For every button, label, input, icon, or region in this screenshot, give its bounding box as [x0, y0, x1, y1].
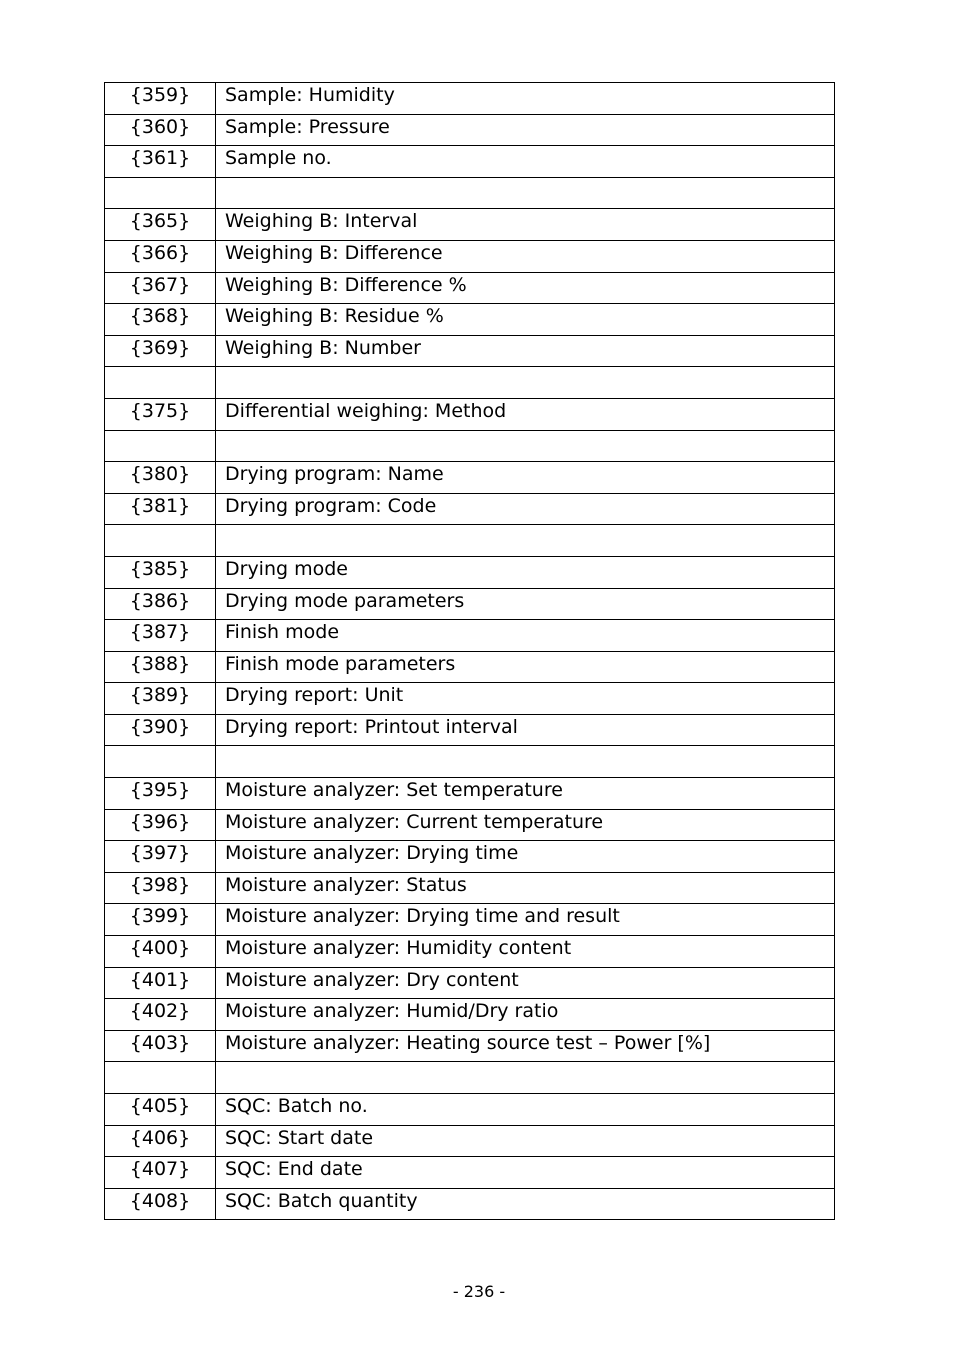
table-row — [105, 1157, 835, 1189]
table-row — [105, 999, 835, 1031]
variable-description-cell: Moisture analyzer: Status — [216, 872, 835, 904]
variable-code-cell: {398} — [105, 872, 216, 904]
variable-code-cell: {406} — [105, 1125, 216, 1157]
table-row — [105, 1030, 835, 1062]
table-row — [105, 778, 835, 810]
variable-description-cell: Moisture analyzer: Heating source test – Power [%] — [216, 1030, 835, 1062]
variable-description-cell: Finish mode — [216, 620, 835, 652]
table-row — [105, 936, 835, 968]
variable-description-cell: Sample: Pressure — [216, 114, 835, 146]
variable-code-cell: {365} — [105, 209, 216, 241]
table-row — [105, 146, 835, 178]
table-row — [105, 1188, 835, 1220]
table-row — [105, 83, 835, 115]
variable-description-cell: Moisture analyzer: Drying time — [216, 841, 835, 873]
table-row — [105, 335, 835, 367]
table-row — [105, 872, 835, 904]
variable-description-cell: Finish mode parameters — [216, 651, 835, 683]
variable-code-cell: {401} — [105, 967, 216, 999]
variable-description-cell: Sample: Humidity — [216, 83, 835, 115]
table-row — [105, 367, 835, 399]
table-row — [105, 272, 835, 304]
variable-description-cell: Weighing B: Number — [216, 335, 835, 367]
variable-description-cell: Moisture analyzer: Drying time and result — [216, 904, 835, 936]
variable-code-cell: {389} — [105, 683, 216, 715]
table-row — [105, 430, 835, 462]
table-row — [105, 398, 835, 430]
variable-code-cell: {407} — [105, 1157, 216, 1189]
variable-code-cell: {375} — [105, 398, 216, 430]
variable-description-cell: Differential weighing: Method — [216, 398, 835, 430]
table-row — [105, 904, 835, 936]
table-row — [105, 588, 835, 620]
variable-code-cell: {361} — [105, 146, 216, 178]
variable-code-cell: {387} — [105, 620, 216, 652]
variable-code-cell: {403} — [105, 1030, 216, 1062]
variable-description-cell — [216, 525, 835, 557]
table-row — [105, 525, 835, 557]
variable-code-cell: {368} — [105, 304, 216, 336]
variable-code-cell: {369} — [105, 335, 216, 367]
table-row — [105, 304, 835, 336]
variable-code-cell: {405} — [105, 1094, 216, 1126]
variable-code-cell: {400} — [105, 936, 216, 968]
table-row — [105, 114, 835, 146]
variable-code-cell: {388} — [105, 651, 216, 683]
variable-code-cell — [105, 177, 216, 209]
table-row — [105, 462, 835, 494]
variable-code-cell: {367} — [105, 272, 216, 304]
variable-description-cell: SQC: End date — [216, 1157, 835, 1189]
variable-description-cell: Drying program: Code — [216, 493, 835, 525]
variable-code-cell: {395} — [105, 778, 216, 810]
variable-code-cell — [105, 525, 216, 557]
table-row — [105, 240, 835, 272]
variable-description-cell — [216, 1062, 835, 1094]
variable-description-cell — [216, 177, 835, 209]
variable-code-cell: {380} — [105, 462, 216, 494]
variable-description-cell: Weighing B: Residue % — [216, 304, 835, 336]
variable-description-cell: Moisture analyzer: Humid/Dry ratio — [216, 999, 835, 1031]
variable-code-cell: {381} — [105, 493, 216, 525]
variable-description-cell — [216, 367, 835, 399]
variable-description-cell — [216, 430, 835, 462]
variable-description-cell: Weighing B: Difference — [216, 240, 835, 272]
variable-description-cell: Drying mode parameters — [216, 588, 835, 620]
variable-description-cell: Weighing B: Difference % — [216, 272, 835, 304]
variable-description-cell: Moisture analyzer: Current temperature — [216, 809, 835, 841]
table-row — [105, 651, 835, 683]
variable-description-cell: Drying report: Printout interval — [216, 714, 835, 746]
variable-code-cell: {397} — [105, 841, 216, 873]
table-row — [105, 841, 835, 873]
variable-code-cell: {386} — [105, 588, 216, 620]
variable-description-cell: SQC: Start date — [216, 1125, 835, 1157]
table-row — [105, 493, 835, 525]
variable-description-cell: Sample no. — [216, 146, 835, 178]
variable-code-table — [104, 82, 835, 1220]
variable-code-cell: {408} — [105, 1188, 216, 1220]
variable-code-cell — [105, 367, 216, 399]
table-row — [105, 809, 835, 841]
table-row — [105, 620, 835, 652]
variable-code-cell: {402} — [105, 999, 216, 1031]
variable-code-cell — [105, 746, 216, 778]
variable-code-cell: {396} — [105, 809, 216, 841]
table-row — [105, 683, 835, 715]
table-row — [105, 746, 835, 778]
page-number: - 236 - — [452, 1282, 506, 1301]
variable-description-cell: SQC: Batch no. — [216, 1094, 835, 1126]
variable-description-cell: SQC: Batch quantity — [216, 1188, 835, 1220]
table-row — [105, 1125, 835, 1157]
variable-description-cell: Drying report: Unit — [216, 683, 835, 715]
variable-code-cell — [105, 1062, 216, 1094]
variable-description-cell: Moisture analyzer: Set temperature — [216, 778, 835, 810]
table-row — [105, 714, 835, 746]
table-row — [105, 177, 835, 209]
table-row — [105, 1094, 835, 1126]
variable-description-cell: Moisture analyzer: Dry content — [216, 967, 835, 999]
variable-description-cell: Drying mode — [216, 556, 835, 588]
variable-code-cell: {360} — [105, 114, 216, 146]
variable-code-cell: {366} — [105, 240, 216, 272]
table-row — [105, 1062, 835, 1094]
table-body — [105, 83, 835, 1220]
variable-description-cell — [216, 746, 835, 778]
variable-code-cell: {359} — [105, 83, 216, 115]
table-row — [105, 209, 835, 241]
variable-code-cell: {385} — [105, 556, 216, 588]
variable-code-cell: {399} — [105, 904, 216, 936]
table-row — [105, 967, 835, 999]
variable-description-cell: Moisture analyzer: Humidity content — [216, 936, 835, 968]
variable-code-cell — [105, 430, 216, 462]
variable-description-cell: Drying program: Name — [216, 462, 835, 494]
variable-description-cell: Weighing B: Interval — [216, 209, 835, 241]
table-row — [105, 556, 835, 588]
variable-code-cell: {390} — [105, 714, 216, 746]
